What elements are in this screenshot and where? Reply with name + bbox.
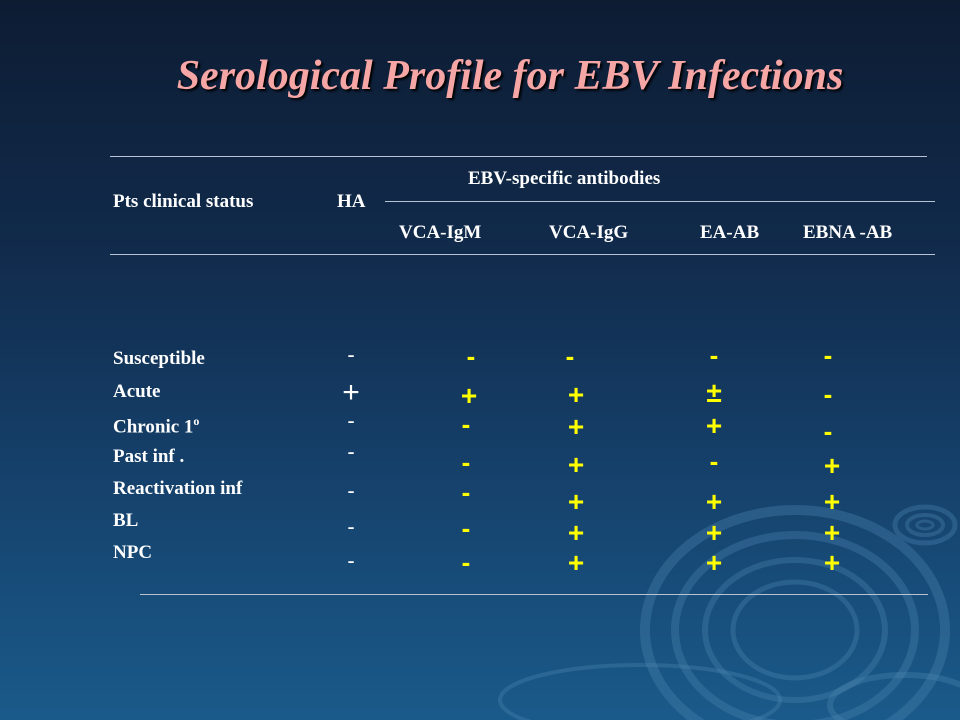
- column-header-vca-igg: VCA-IgG: [549, 222, 629, 243]
- cell-ea-ab-past-inf: -: [709, 446, 719, 476]
- table-top-rule: [110, 156, 927, 157]
- cell-ea-ab-reactivation: +: [705, 486, 723, 517]
- cell-ebna-ab-acute: -: [823, 379, 833, 409]
- row-label-text: Past inf .: [113, 446, 185, 467]
- column-header-ha: HA: [337, 191, 366, 212]
- cell-ebna-ab-chronic: -: [823, 416, 833, 446]
- cell-vca-igm-npc: -: [461, 547, 471, 577]
- row-label-acute: [113, 381, 160, 403]
- column-header-ebna-ab: EBNA -AB: [803, 222, 893, 243]
- cell-ebna-ab-reactivation: +: [823, 486, 841, 517]
- degree-superscript: o: [193, 414, 200, 428]
- header-bottom-rule: [110, 254, 935, 255]
- cell-ha-npc: -: [347, 548, 355, 573]
- row-label-npc: [113, 542, 152, 564]
- row-label-text: Acute: [113, 381, 161, 402]
- cell-ebna-ab-bl: +: [823, 517, 841, 548]
- cell-vca-igg-npc: +: [567, 547, 585, 578]
- cell-ebna-ab-susceptible: -: [823, 340, 833, 370]
- group-header-rule: [385, 201, 935, 202]
- row-label-text: Reactivation inf: [113, 478, 243, 499]
- cell-vca-igm-susceptible: -: [466, 341, 476, 371]
- row-label-text: Chronic 1: [113, 416, 194, 438]
- cell-vca-igg-reactivation: +: [567, 486, 585, 517]
- cell-vca-igm-bl: -: [461, 513, 471, 543]
- row-label-text: Susceptible: [113, 348, 205, 369]
- cell-vca-igg-bl: +: [567, 517, 585, 548]
- slide-title: Serological Profile for EBV Infections: [176, 53, 844, 99]
- cell-ha-reactivation: -: [347, 478, 355, 503]
- cell-ha-bl: -: [347, 514, 355, 539]
- column-header-clinical-status: Pts clinical status: [113, 191, 254, 212]
- cell-vca-igg-susceptible: -: [565, 341, 575, 371]
- cell-ea-ab-chronic: +: [705, 410, 723, 441]
- cell-ebna-ab-npc: +: [823, 547, 841, 578]
- row-label-reactivation: [113, 478, 242, 500]
- table-bottom-rule: [140, 594, 928, 595]
- cell-ea-ab-bl: +: [705, 517, 723, 548]
- cell-vca-igm-reactivation: -: [461, 477, 471, 507]
- cell-ha-chronic: -: [347, 408, 355, 433]
- row-label-bl: [113, 510, 138, 532]
- column-header-ea-ab: EA-AB: [700, 222, 760, 243]
- row-label-chronic: [113, 414, 199, 438]
- cell-ebna-ab-past-inf: +: [823, 450, 841, 481]
- cell-vca-igg-chronic: +: [567, 411, 585, 442]
- cell-ha-susceptible: -: [347, 342, 355, 367]
- cell-ha-acute: +: [342, 376, 360, 409]
- row-label-text: BL: [113, 510, 139, 531]
- cell-ea-ab-acute: ±: [706, 377, 722, 408]
- cell-vca-igm-acute: +: [460, 380, 478, 411]
- row-label-susceptible: [113, 348, 205, 370]
- cell-ea-ab-npc: +: [705, 547, 723, 578]
- cell-vca-igg-acute: +: [567, 379, 585, 410]
- cell-ha-past-inf: -: [347, 439, 355, 464]
- cell-vca-igm-chronic: -: [461, 409, 471, 439]
- column-header-vca-igm: VCA-IgM: [399, 222, 482, 243]
- cell-vca-igg-past-inf: +: [567, 449, 585, 480]
- row-label-past-inf: [113, 446, 184, 468]
- cell-ea-ab-susceptible: -: [709, 340, 719, 370]
- group-header-ebv-antibodies: EBV-specific antibodies: [468, 168, 661, 189]
- row-label-text: NPC: [113, 542, 153, 563]
- cell-vca-igm-past-inf: -: [461, 447, 471, 477]
